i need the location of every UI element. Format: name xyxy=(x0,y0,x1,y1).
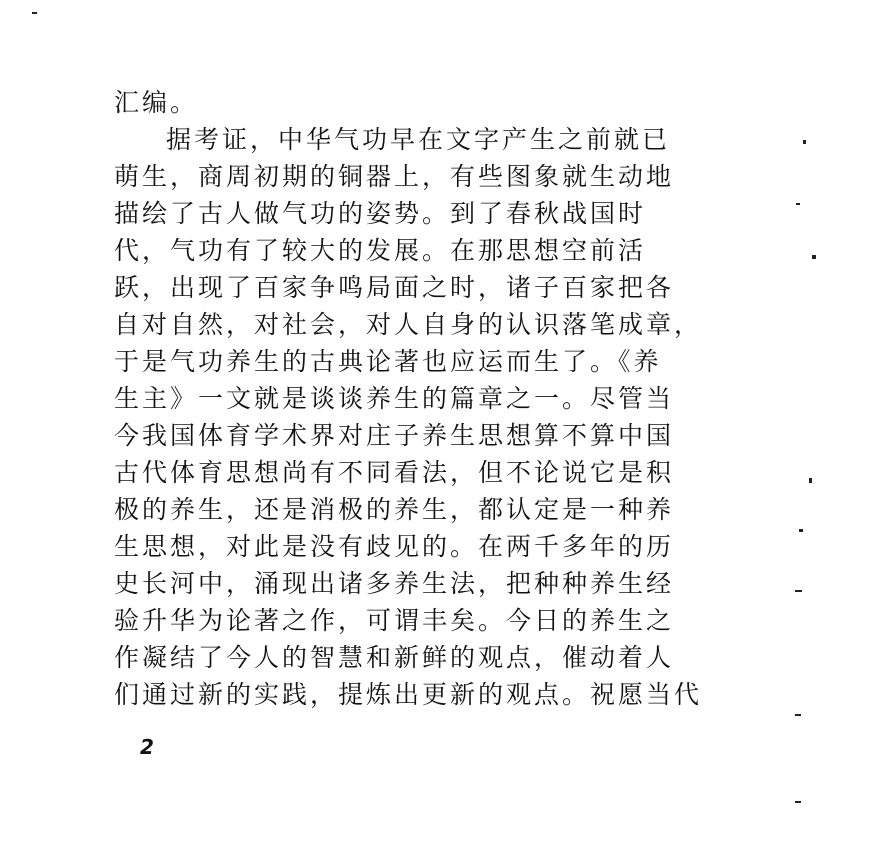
text-line-9: 生主》一文就是谈谈养生的篇章之一。尽管当 xyxy=(114,384,675,413)
text-line-4: 描绘了古人做气功的姿势。到了春秋战国时 xyxy=(114,199,647,228)
text-line-12: 极的养生，还是消极的养生，都认定是一种养 xyxy=(114,495,675,524)
text-line-10: 今我国体育学术界对庄子养生思想算不算中国 xyxy=(114,421,675,450)
scan-speck xyxy=(803,140,806,144)
scan-speck xyxy=(812,255,816,259)
text-line-7: 自对自然，对社会，对人自身的认识落笔成章， xyxy=(114,310,703,339)
text-line-1: 汇编。 xyxy=(114,88,199,117)
text-line-6: 跃，出现了百家争鸣局面之时，诸子百家把各 xyxy=(114,273,675,302)
text-line-8: 于是气功养生的古典论著也应运而生了。《养 xyxy=(114,347,662,376)
body-text xyxy=(114,84,734,713)
text-line-11: 古代体育思想尚有不同看法，但不论说它是积 xyxy=(114,458,675,487)
scan-speck xyxy=(796,203,800,205)
scan-speck xyxy=(795,801,801,803)
text-line-13: 生思想，对此是没有歧见的。在两千多年的历 xyxy=(114,532,675,561)
text-line-5: 代，气功有了较大的发展。在那思想空前活 xyxy=(114,236,647,265)
text-line-17: 们通过新的实践，提炼出更新的观点。祝愿当代 xyxy=(114,680,703,709)
text-line-3: 萌生，商周初期的铜器上，有些图象就生动地 xyxy=(114,162,675,191)
scan-speck xyxy=(32,12,37,14)
scan-speck xyxy=(795,590,802,592)
scan-speck xyxy=(795,714,801,716)
page-number: 2 xyxy=(140,735,154,759)
text-line-16: 作凝结了今人的智慧和新鲜的观点，催动着人 xyxy=(114,643,675,672)
scan-speck xyxy=(809,478,812,483)
text-line-2: 据考证，中华气功早在文字产生之前就已 xyxy=(166,125,671,154)
text-line-15: 验升华为论著之作，可谓丰矣。今日的养生之 xyxy=(114,606,675,635)
text-line-14: 史长河中，涌现出诸多养生法，把种种养生经 xyxy=(114,569,675,598)
scan-speck xyxy=(799,529,803,532)
